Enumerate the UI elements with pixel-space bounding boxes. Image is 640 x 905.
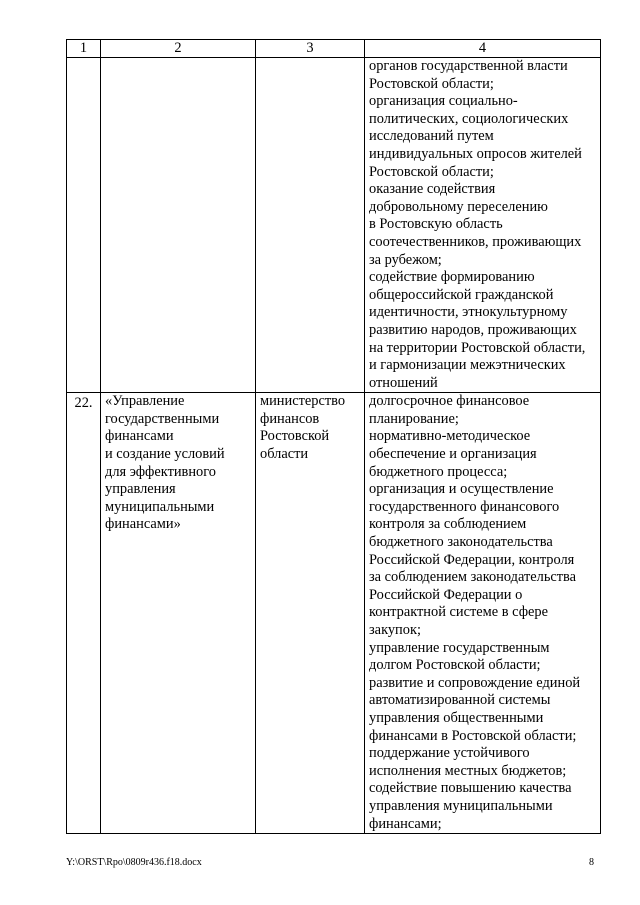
header-cell-3: 3 — [256, 40, 365, 58]
cell-text-line: управление государственным — [369, 639, 550, 656]
cell-text-line: исполнения местных бюджетов; — [369, 762, 567, 779]
cell-text-line: добровольному переселению — [369, 198, 548, 215]
table-row-22 — [67, 393, 601, 834]
executor-cell — [256, 58, 365, 393]
cell-text-line: соотечественников, проживающих — [369, 233, 582, 250]
cell-text-line: контроля за соблюдением — [369, 516, 527, 533]
cell-text-line: области — [260, 446, 309, 463]
program-name-cell — [101, 393, 256, 834]
cell-text-line: исследований путем — [369, 128, 494, 145]
cell-text-line: содействие повышению качества — [369, 780, 572, 797]
cell-text-line: государственного финансового — [369, 498, 560, 515]
cell-text-line: бюджетного процесса; — [369, 463, 508, 480]
cell-text-line: планирование; — [369, 410, 459, 427]
cell-text-line: закупок; — [369, 622, 421, 638]
cell-text-line: поддержание устойчивого — [369, 745, 530, 762]
cell-text-line: автоматизированной системы — [369, 692, 551, 709]
cell-text-line: органов государственной власти — [369, 58, 568, 74]
scope-cell — [365, 58, 601, 393]
cell-text-line: оказание содействия — [369, 181, 496, 198]
row-number: 22. — [67, 393, 101, 834]
cell-text-line: общероссийской гражданской — [369, 286, 554, 303]
cell-text-line: Ростовской области; — [369, 163, 494, 180]
header-cell-4: 4 — [365, 40, 601, 58]
cell-text-line: для эффективного — [105, 463, 216, 480]
cell-text-line: управления — [105, 481, 176, 498]
cell-text-line: бюджетного законодательства — [369, 534, 553, 551]
cell-text-line: министерство — [260, 393, 346, 410]
cell-text-line: Ростовской — [260, 428, 330, 445]
cell-text-line: организация социально- — [369, 93, 518, 110]
cell-text-line: отношений — [369, 374, 438, 391]
table-header-row — [67, 40, 601, 58]
cell-text-line: государственными — [105, 410, 220, 427]
footer-file-path: Y:\ORST\Rpo\0809r436.f18.docx — [66, 857, 202, 868]
responsible-executor-cell — [256, 393, 365, 834]
cell-text-line: нормативно-методическое — [369, 428, 531, 445]
cell-text-line: управления муниципальными — [369, 797, 553, 814]
cell-text-line: политических, социологических — [369, 110, 569, 127]
cell-text-line: долгом Ростовской области; — [369, 657, 541, 674]
cell-text-line: развитие и сопровождение единой — [369, 674, 581, 691]
cell-text-line: Ростовской области; — [369, 75, 494, 92]
document-table — [66, 39, 601, 834]
cell-text-line: развитию народов, проживающих — [369, 321, 577, 338]
cell-text-line: идентичности, этнокультурному — [369, 304, 568, 321]
page-number: 8 — [589, 857, 594, 868]
cell-text-line: обеспечение и организация — [369, 446, 537, 463]
cell-text-line: и создание условий — [105, 446, 225, 463]
header-cell-1: 1 — [67, 40, 101, 58]
cell-text-line: управления общественными — [369, 709, 544, 726]
cell-text-line: «Управление — [105, 393, 185, 410]
cell-text-line: на территории Ростовской области, — [369, 339, 586, 356]
scope-cell — [365, 393, 601, 834]
program-cell — [101, 58, 256, 393]
cell-text-line: долгосрочное финансовое — [369, 393, 530, 410]
table-row-continuation — [67, 58, 601, 393]
cell-text-line: Российской Федерации о — [369, 586, 523, 603]
cell-text-line: индивидуальных опросов жителей — [369, 145, 582, 162]
cell-text-line: содействие формированию — [369, 269, 535, 286]
cell-text-line: организация и осуществление — [369, 481, 554, 498]
cell-text-line: контрактной системе в сфере — [369, 604, 548, 621]
num-cell — [67, 58, 101, 393]
cell-text-line: Российской Федерации, контроля — [369, 551, 575, 568]
cell-text-line: и гармонизации межэтнических — [369, 357, 566, 374]
cell-text-line: за рубежом; — [369, 251, 442, 268]
header-cell-2: 2 — [101, 40, 256, 58]
cell-text-line: финансами; — [369, 815, 442, 832]
cell-text-line: финансов — [260, 410, 320, 427]
cell-text-line: в Ростовскую область — [369, 216, 503, 233]
cell-text-line: за соблюдением законодательства — [369, 569, 577, 586]
cell-text-line: финансами в Ростовской области; — [369, 727, 577, 744]
cell-text-line: финансами» — [105, 516, 181, 533]
cell-text-line: муниципальными — [105, 498, 215, 515]
cell-text-line: финансами — [105, 428, 174, 445]
